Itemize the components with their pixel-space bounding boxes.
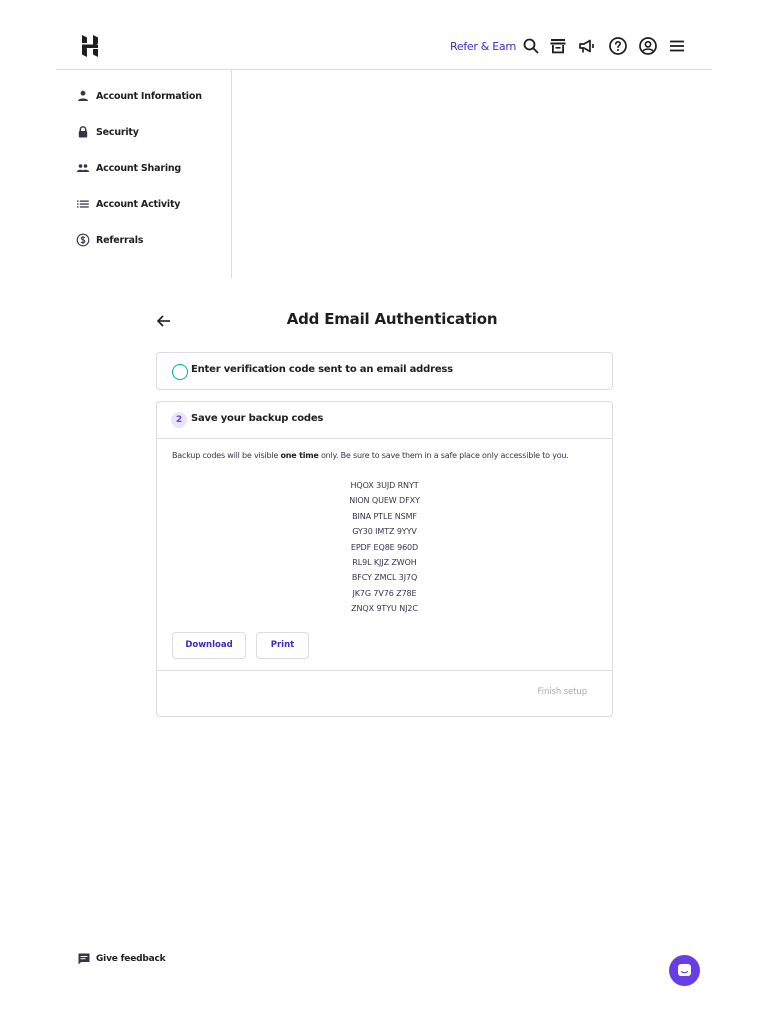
- step-backup-codes: [156, 401, 613, 717]
- backup-code: ZNQX 9TYU NJ2C: [351, 604, 418, 614]
- sidebar-item-security[interactable]: [76, 122, 139, 142]
- chat-icon: [677, 963, 692, 978]
- sidebar-item-label: Security: [96, 126, 139, 138]
- give-feedback-button[interactable]: [77, 952, 165, 966]
- backup-code: HQOX 3UJD RNYT: [350, 481, 419, 490]
- sidebar-item-label: Referrals: [96, 234, 144, 246]
- lock-icon: [76, 125, 90, 139]
- sidebar-item-referrals[interactable]: [76, 230, 143, 250]
- help-icon[interactable]: [608, 36, 628, 56]
- backup-code: BFCY ZMCL 3J7Q: [351, 573, 418, 583]
- step-number-badge: 2: [171, 412, 187, 428]
- page-title: Add Email Authentication: [286, 310, 498, 328]
- sidebar-item-account-activity[interactable]: [76, 194, 180, 214]
- dollar-icon: [76, 233, 90, 247]
- feedback-label: Give feedback: [96, 954, 166, 964]
- hostinger-logo-icon[interactable]: [80, 35, 100, 57]
- menu-icon[interactable]: [667, 36, 687, 56]
- finish-setup-button[interactable]: Finish setup: [537, 687, 587, 697]
- print-button[interactable]: Print: [256, 632, 309, 659]
- list-icon: [76, 197, 90, 211]
- sidebar-item-account-information[interactable]: [76, 86, 202, 106]
- megaphone-icon[interactable]: [577, 36, 597, 56]
- step-label: Save your backup codes: [191, 413, 324, 424]
- notice-text: Backup codes will be visible: [172, 451, 281, 460]
- account-icon[interactable]: [638, 36, 658, 56]
- backup-codes-list: [157, 478, 612, 617]
- sidebar: [56, 70, 232, 278]
- backup-code: JK7G 7V76 Z78E: [352, 588, 417, 598]
- people-icon: [76, 161, 90, 175]
- sidebar-item-label: Account Activity: [96, 198, 181, 210]
- chat-launcher-button[interactable]: [669, 955, 700, 986]
- backup-code: EPDF EQ8E 960D: [350, 542, 419, 552]
- sidebar-item-label: Account Information: [96, 90, 202, 102]
- backup-code: RL9L KJJZ ZWOH: [352, 557, 417, 567]
- step-complete-circle-icon: [172, 364, 188, 380]
- sidebar-item-account-sharing[interactable]: [76, 158, 181, 178]
- divider: [157, 670, 612, 671]
- backup-code: GY30 IMTZ 9YYV: [352, 527, 417, 537]
- backup-code: NION QUEW DFXY: [349, 496, 420, 506]
- notice-text: only. Be sure to save them in a safe place only accessible to you.: [318, 451, 569, 460]
- sidebar-item-label: Account Sharing: [96, 162, 182, 174]
- download-button[interactable]: Download: [172, 632, 246, 659]
- person-icon: [76, 89, 90, 103]
- backup-codes-notice: [172, 451, 569, 460]
- notice-emphasis: one time: [280, 451, 319, 460]
- store-icon[interactable]: [548, 36, 568, 56]
- search-icon[interactable]: [521, 36, 541, 56]
- step-header: [157, 402, 612, 439]
- backup-code: BINA PTLE NSMF: [352, 511, 417, 521]
- step-label: Enter verification code sent to an email address: [191, 364, 453, 375]
- back-arrow-icon[interactable]: [155, 312, 173, 330]
- refer-earn-link[interactable]: Refer & Earn: [450, 40, 517, 53]
- top-header: [56, 22, 712, 70]
- feedback-icon: [77, 952, 91, 966]
- step-email-verification[interactable]: [156, 352, 613, 390]
